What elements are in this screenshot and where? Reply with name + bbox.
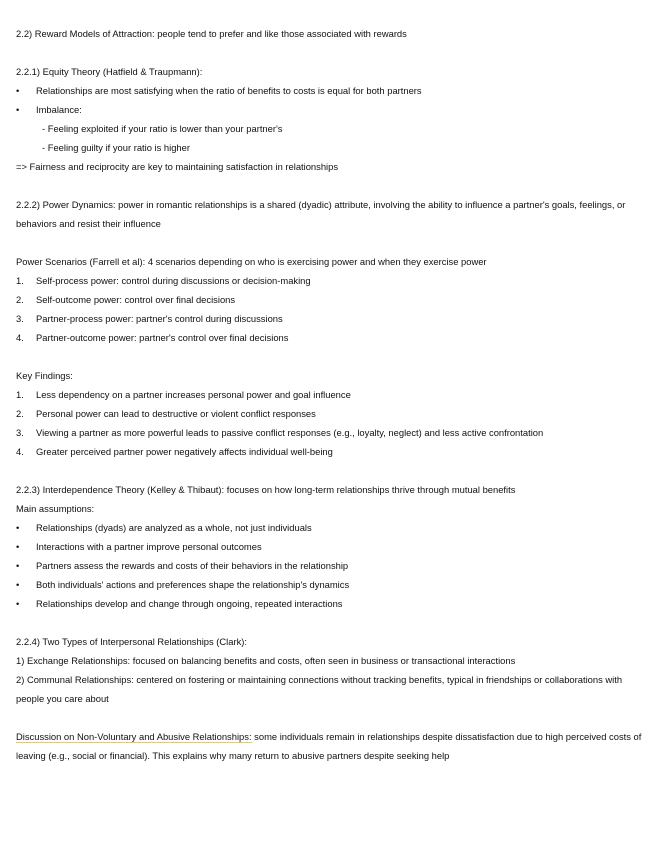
section-heading-2-2-1: 2.2.1) Equity Theory (Hatfield & Traupmann):: [16, 66, 203, 77]
list-item: • Both individuals' actions and preferences shape the relationship's dynamics: [16, 575, 642, 594]
list-item: • Interactions with a partner improve personal outcomes: [16, 537, 642, 556]
list-item: • Relationships are most satisfying when the ratio of benefits to costs is equal for both partners: [16, 81, 642, 100]
list-item: 2. Self-outcome power: control over final decisions: [16, 294, 236, 305]
list-item: 4. Greater perceived partner power negatively affects individual well-being: [16, 446, 333, 457]
assumptions-title: Main assumptions:: [16, 503, 95, 514]
discussion-paragraph: [16, 727, 642, 765]
list-item: • Imbalance:: [16, 100, 642, 119]
sub-list-item: - Feeling guilty if your ratio is higher: [42, 142, 190, 153]
list-item: 3. Partner-process power: partner's control during discussions: [16, 313, 283, 324]
discussion-text: some individuals remain in relationships despite dissatisfaction due to high perceived costs of leaving (e.g., social or financial). This explains why many return to abusive partners despite seeking help: [16, 731, 642, 761]
bullet-icon: •: [16, 85, 20, 96]
notes-page: [16, 24, 642, 765]
list-item: 1) Exchange Relationships: focused on balancing benefits and costs, often seen in business or transactional interactions: [16, 655, 516, 666]
section-heading-2-2-3: 2.2.3) Interdependence Theory (Kelley & Thibaut): focuses on how long-term relationships thrive through mutual benefits: [16, 484, 516, 495]
list-item: 2. Personal power can lead to destructive or violent conflict responses: [16, 408, 316, 419]
bullet-icon: •: [16, 104, 20, 115]
key-findings-title: Key Findings:: [16, 370, 73, 381]
highlighted-label: Discussion on Non-Voluntary and Abusive Relationships:: [16, 731, 252, 742]
bullet-icon: •: [16, 560, 20, 571]
power-scenarios-title: Power Scenarios (Farrell et al): 4 scenarios depending on who is exercising power and when they exercise power: [16, 256, 487, 267]
bullet-icon: •: [16, 541, 20, 552]
list-item: • Relationships develop and change through ongoing, repeated interactions: [16, 594, 642, 613]
list-item: 1. Less dependency on a partner increases personal power and goal influence: [16, 389, 351, 400]
sub-list-item: - Feeling exploited if your ratio is lower than your partner's: [42, 123, 283, 134]
section-heading-2-2-2: 2.2.2) Power Dynamics: power in romantic relationships is a shared (dyadic) attribute, involving the ability to influence a partner's goals, feelings, or behaviors and resist their influence: [16, 199, 626, 229]
list-item: 4. Partner-outcome power: partner's control over final decisions: [16, 332, 289, 343]
list-item: • Relationships (dyads) are analyzed as a whole, not just individuals: [16, 518, 642, 537]
bullet-icon: •: [16, 522, 20, 533]
list-item: • Partners assess the rewards and costs of their behaviors in the relationship: [16, 556, 642, 575]
section-heading-2-2: 2.2) Reward Models of Attraction: people tend to prefer and like those associated with rewards: [16, 28, 407, 39]
list-item: 2) Communal Relationships: centered on fostering or maintaining connections without tracking benefits, typical in friendships or collaborations with people you care about: [16, 674, 623, 704]
list-item: 3. Viewing a partner as more powerful leads to passive conflict responses (e.g., loyalty, neglect) and less active confrontation: [16, 427, 544, 438]
bullet-icon: •: [16, 598, 20, 609]
list-item: 1. Self-process power: control during discussions or decision-making: [16, 275, 311, 286]
conclusion-line: => Fairness and reciprocity are key to maintaining satisfaction in relationships: [16, 161, 339, 172]
section-heading-2-2-4: 2.2.4) Two Types of Interpersonal Relationships (Clark):: [16, 636, 248, 647]
bullet-icon: •: [16, 579, 20, 590]
